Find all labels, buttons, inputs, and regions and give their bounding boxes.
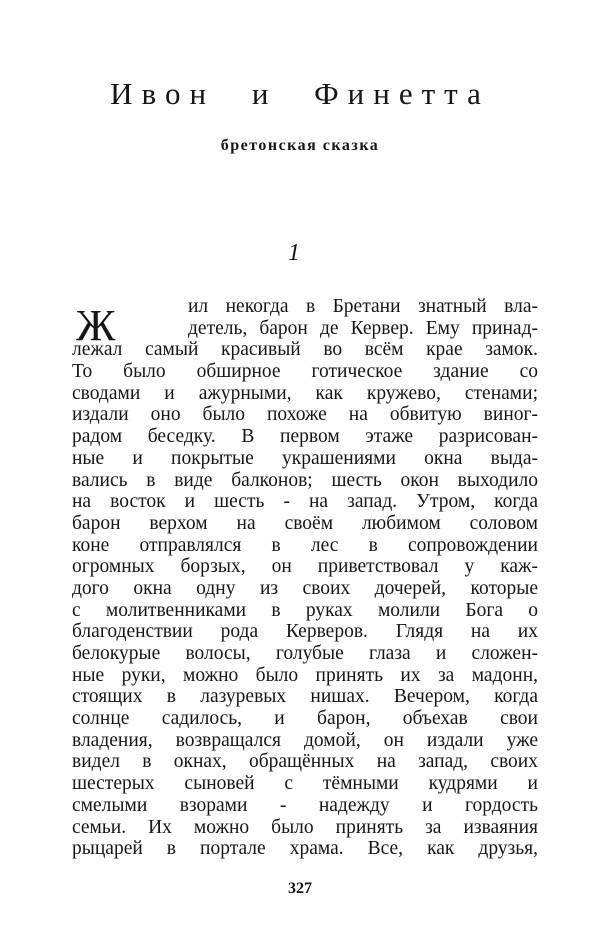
text-line: барон верхом на своём любимом соловом xyxy=(72,512,538,534)
text-line: лежал самый красивый во всём крае замок. xyxy=(72,339,538,361)
drop-cap: Ж xyxy=(76,300,116,350)
story-subtitle: бретонская сказка xyxy=(220,137,380,154)
text-line: владения, возвращался домой, он издали уже xyxy=(72,729,538,751)
text-line: семьи. Их можно было принять за изваяния xyxy=(72,816,538,838)
text-line: ные руки, можно было принять их за мадонн, xyxy=(72,664,538,686)
text-line: солнце садилось, и барон, объехав свои xyxy=(72,708,538,730)
text-line: стоящих в лазуревых нишах. Вечером, когда xyxy=(72,686,538,708)
story-title: Ивон и Финетта xyxy=(110,76,490,111)
text-line: сводами и ажурными, как кружево, стенами; xyxy=(72,382,538,404)
page-number: 327 xyxy=(288,880,312,897)
text-line: ил некогда в Бретани знатный вла- xyxy=(188,296,538,317)
text-line: детель, барон де Кервер. Ему принад- xyxy=(188,317,538,339)
body-text xyxy=(72,296,538,860)
text-line: видел в окнах, обращённых на запад, своих xyxy=(72,751,538,773)
text-line: смелыми взорами - надежду и гордость xyxy=(72,794,538,816)
text-line: ные и покрытые украшениями окна выда- xyxy=(72,447,538,469)
text-line: То было обширное готическое здание со xyxy=(72,361,538,383)
text-line: радом беседку. В первом этаже разрисован- xyxy=(72,426,538,448)
chapter-number: 1 xyxy=(288,240,300,266)
text-line: рыцарей в портале храма. Все, как друзья, xyxy=(72,838,538,860)
text-line: вались в виде балконов; шесть окон выходило xyxy=(72,469,538,491)
text-line: дого окна одну из своих дочерей, которые xyxy=(72,577,538,599)
text-line: белокурые волосы, голубые глаза и сложен- xyxy=(72,643,538,664)
text-line: издали оно было похоже на обвитую виног- xyxy=(72,404,538,426)
text-line: коне отправлялся в лес в сопровождении xyxy=(72,534,538,556)
text-line: на восток и шесть - на запад. Утром, когда xyxy=(72,491,538,513)
text-line: шестерых сыновей с тёмными кудрями и xyxy=(72,773,538,795)
text-line: огромных борзых, он приветствовал у каж- xyxy=(72,556,538,578)
text-line: благоденствии рода Керверов. Глядя на их xyxy=(72,621,538,643)
text-line: с молитвенниками в руках молили Бога о xyxy=(72,599,538,621)
